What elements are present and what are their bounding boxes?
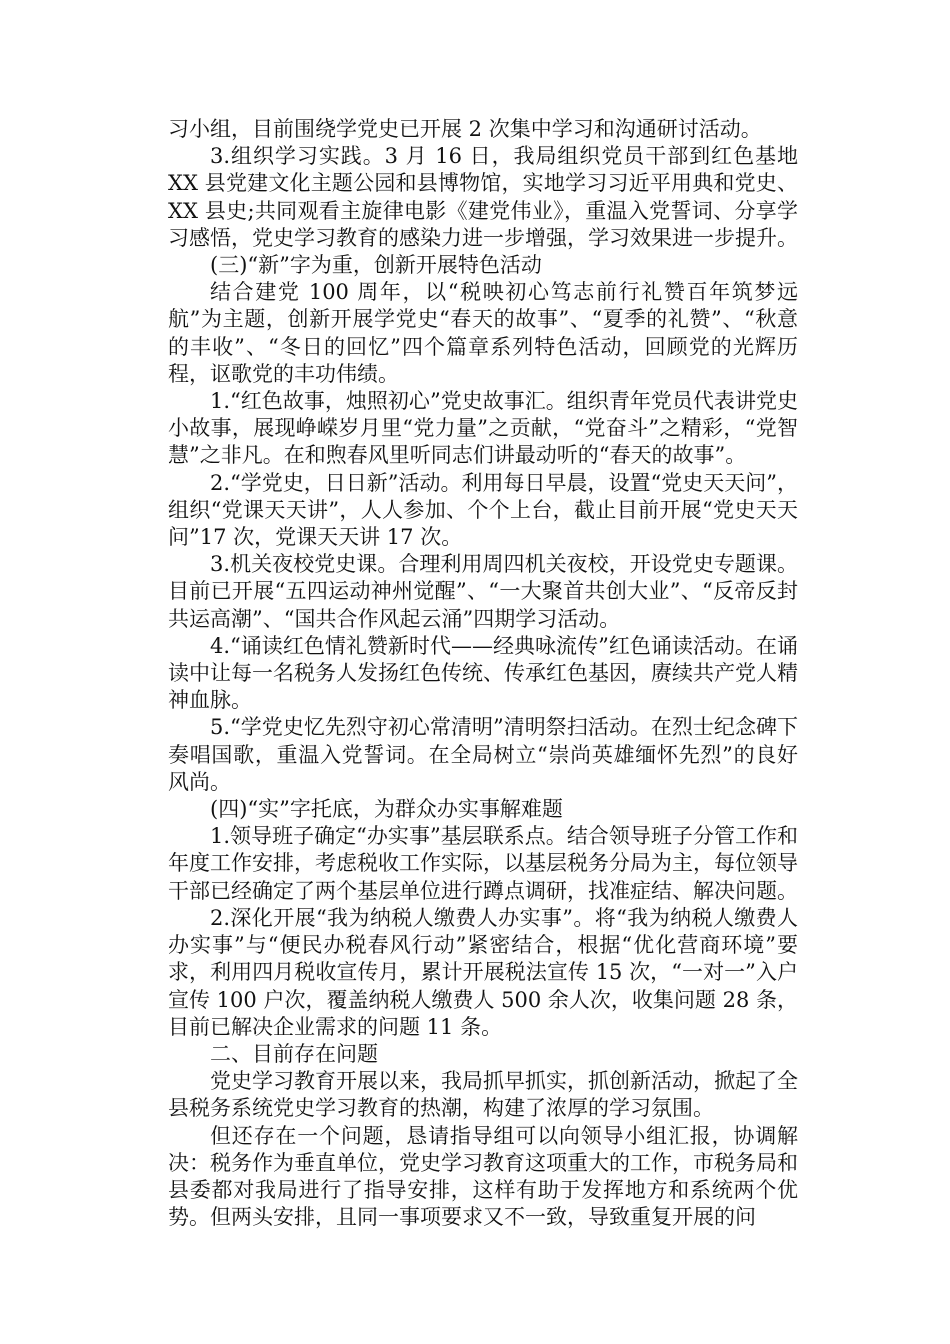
paragraph-8: 4.“诵读红色情礼赞新时代——经典咏流传”红色诵读活动。在诵读中让每一名税务人发扬红色传统、传承红色基因，赓续共产党人精神血脉。 [168,633,798,713]
document-body [168,116,798,1231]
section-heading-3: (三)“新”字为重，创新开展特色活动 [210,253,542,278]
paragraph-11: 1.领导班子确定“办实事”基层联系点。结合领导班子分管工作和年度工作安排，考虑税收工作实际，以基层税务分局为主，每位领导干部已经确定了两个基层单位进行蹲点调研，找准症结、解决问题。 [168,824,798,903]
paragraph-15: 但还存在一个问题，恳请指导组可以向领导小组汇报，协调解决：税务作为垂直单位，党史学习教育这项重大的工作，市税务局和县委都对我局进行了指导安排，这样有助于发挥地方和系统两个优势。但两头安排，且同一事项要求又不一致，导致重复开展的问 [168,1123,798,1230]
paragraph-4: 结合建党 100 周年，以“税映初心笃志前行礼赞百年筑梦远航”为主题，创新开展学党史“春天的故事”、“夏季的礼赞”、“秋意的丰收”、“冬日的回忆”四个篇章系列特色活动，回顾党的光辉历程，讴歌党的丰功伟绩。 [168,280,798,386]
paragraph-12: 2.深化开展“我为纳税人缴费人办实事”。将“我为纳税人缴费人办实事”与“便民办税春风行动”紧密结合，根据“优化营商环境”要求，利用四月税收宣传月，累计开展税法宣传 15 次，“一对一”入户宣传 100 户次，覆盖纳税人缴费人 500 余人次，收集问题 28 条，目前已解决企业需求的问题 11 条。 [168,905,798,1039]
paragraph-2: 3.组织学习实践。3 月 16 日，我局组织党员干部到红色基地 XX 县党建文化主题公园和县博物馆，实地学习习近平用典和党史、XX 县史;共同观看主旋律电影《建党伟业》，重温入党誓词、分享学习感悟，党史学习教育的感染力进一步增强，学习效果进一步提升。 [168,144,798,250]
paragraph-14: 党史学习教育开展以来，我局抓早抓实，抓创新活动，掀起了全县税务系统党史学习教育的热潮，构建了浓厚的学习氛围。 [168,1069,798,1121]
paragraph-6: 2.“学党史，日日新”活动。利用每日早晨，设置“党史天天问”，组织“党课天天讲”，人人参加、个个上台，截止目前开展“党史天天问”17 次，党课天天讲 17 次。 [168,470,798,550]
paragraph-5: 1.“红色故事，烛照初心”党史故事汇。组织青年党员代表讲党史小故事，展现峥嵘岁月里“党力量”之贡献，“党奋斗”之精彩，“党智慧”之非凡。在和煦春风里听同志们讲最动听的“春天的故事”。 [168,389,798,468]
paragraph-9: 5.“学党史忆先烈守初心常清明”清明祭扫活动。在烈士纪念碑下奏唱国歌，重温入党誓词。在全局树立“崇尚英雄缅怀先烈”的良好风尚。 [168,715,798,794]
section-heading-4: (四)“实”字托底，为群众办实事解难题 [210,797,563,822]
paragraph-7: 3.机关夜校党史课。合理利用周四机关夜校，开设党史专题课。目前已开展“五四运动神州觉醒”、“一大聚首共创大业”、“反帝反封共运高潮”、“国共合作风起云涌”四期学习活动。 [168,552,798,631]
paragraph-1: 习小组，目前围绕学党史已开展 2 次集中学习和沟通研讨活动。 [168,117,762,141]
section-heading-problems: 二、目前存在问题 [210,1041,378,1066]
